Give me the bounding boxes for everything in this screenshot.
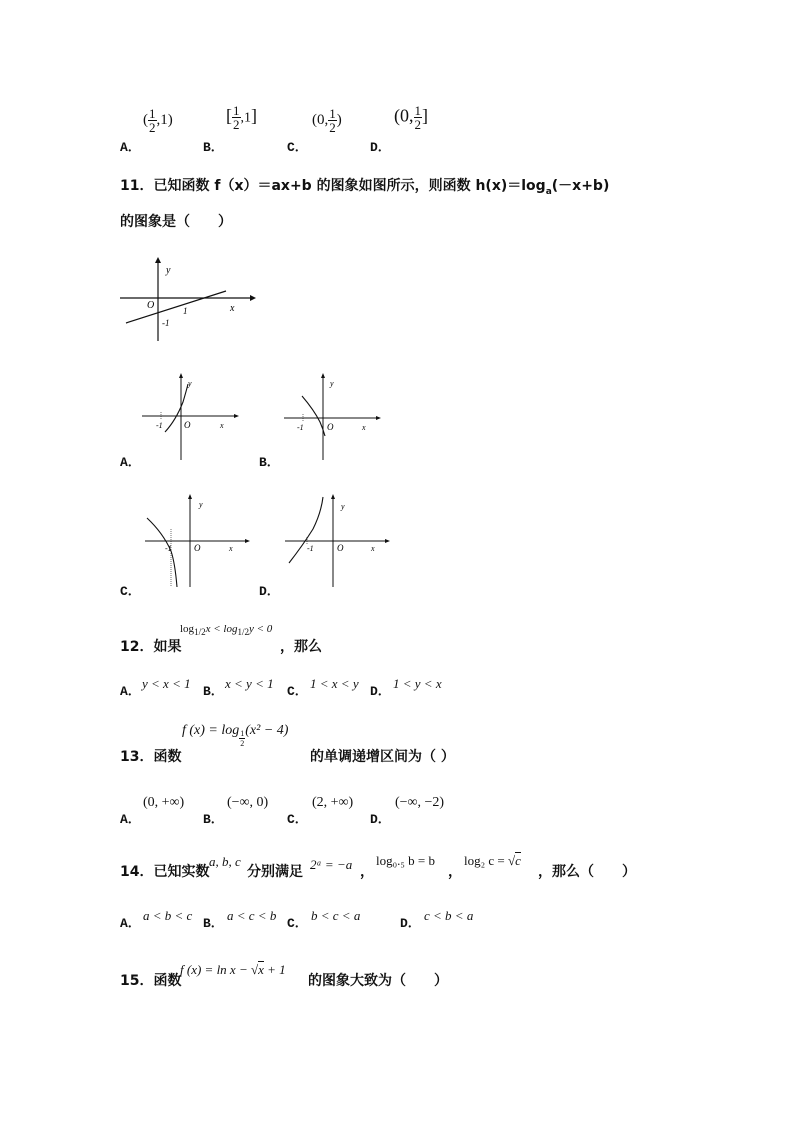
q13-option-c-label: C． [287, 812, 308, 827]
curve [302, 396, 325, 436]
q14-option-c-label: C． [287, 916, 308, 931]
q13-prefix: 13．函数 [120, 749, 182, 765]
q10-option-a-value: ( $\frac{1}{2}$ ,1) [143, 106, 173, 135]
q12-option-b-label: B． [203, 684, 224, 699]
q13-option-c-text: (2, +∞) [312, 795, 354, 810]
q13-option-d-label: D． [370, 812, 391, 827]
one-label: 1 [183, 306, 188, 316]
function-line [126, 291, 226, 323]
x-label: x [229, 544, 233, 553]
q12-option-a-text: y < x < 1 [142, 676, 191, 691]
q14-option-a-label: A． [120, 916, 141, 931]
q11-option-b-graph [282, 372, 382, 462]
q11-option-c-graph [143, 493, 253, 589]
q13-option-a-label: A． [120, 812, 141, 827]
q14-mid: 分别满足 [247, 864, 303, 880]
q10-option-b-label: B． [203, 140, 224, 155]
y-label: y [166, 265, 171, 276]
q12-prefix: 12．如果 [120, 639, 182, 655]
q14-option-d-text: c < b < a [424, 908, 474, 923]
q12-option-d-label: D． [370, 684, 391, 699]
q12-condition: $\log_{1/2}x < \log_{1/2}y < 0$ [180, 623, 273, 638]
q15-function: f (x) = ln x − √x + 1 [180, 962, 286, 977]
curve [289, 497, 323, 563]
y-axis-arrow [155, 257, 161, 263]
q10-option-c-value: (0, $\frac{1}{2}$ ) [312, 106, 342, 135]
q11-reference-graph [118, 255, 258, 345]
neg-one-label: -1 [297, 423, 304, 432]
q11-option-d-label: D． [259, 584, 280, 599]
q12-suffix: ，那么 [280, 639, 322, 655]
q13-option-d-text: (−∞, −2) [395, 795, 445, 810]
y-label: y [330, 379, 334, 388]
q11-stem-line2: 的图象是（ ） [120, 214, 232, 230]
origin-label: O [147, 300, 155, 311]
q11-option-a-label: A． [120, 455, 141, 470]
q13-option-a-text: (0, +∞) [143, 795, 185, 810]
q15-suffix: 的图象大致为（ ） [308, 973, 448, 989]
q14-vars: a, b, c [209, 854, 241, 869]
q13-suffix: 的单调递增区间为（ ） [310, 749, 455, 765]
q15-prefix: 15．函数 [120, 973, 182, 989]
q11-option-b-label: B． [259, 455, 280, 470]
y-label: y [199, 500, 203, 509]
q14-suffix: ，那么（ ） [538, 864, 636, 880]
q11-stem-line1: 11．已知函数 f（x）＝ax+b 的图象如图所示，则函数 $h(x)=\log_a(-x+b)$ [120, 178, 610, 197]
neg-one-label: -1 [307, 544, 314, 553]
q14-option-b-label: B． [203, 916, 224, 931]
q12-option-c-label: C． [287, 684, 308, 699]
q14-eq3: log₂ c = √c [464, 853, 521, 868]
x-axis-arrow [250, 295, 256, 301]
q14-comma-2: ， [448, 864, 462, 880]
q10-option-c-label: C． [287, 140, 308, 155]
q12-option-c-text: 1 < x < y [310, 676, 359, 691]
q11-option-c-label: C． [120, 584, 141, 599]
q10-option-d-label: D． [370, 140, 391, 155]
q13-option-b-label: B． [203, 812, 224, 827]
q14-eq2: log₀.₅ b = b [376, 853, 436, 868]
neg-one-label: -1 [165, 544, 172, 553]
curve [147, 518, 177, 587]
x-label: x [220, 421, 224, 430]
origin-label: O [184, 420, 191, 430]
q12-option-a-label: A． [120, 684, 141, 699]
q14-option-c-text: b < c < a [311, 908, 361, 923]
q14-option-d-label: D． [400, 916, 421, 931]
q11-option-d-graph [283, 493, 393, 589]
q10-option-a-label: A． [120, 140, 141, 155]
x-label: x [362, 423, 366, 432]
neg-one-label: -1 [156, 421, 163, 430]
q10-option-d-value: (0, $\frac{1}{2}$ ] [394, 103, 428, 132]
origin-label: O [327, 422, 334, 432]
q12-option-b-text: x < y < 1 [225, 676, 274, 691]
origin-label: O [337, 543, 344, 553]
y-label: y [188, 379, 192, 388]
q14-eq1: 2ᵃ = −a [310, 857, 353, 872]
q14-prefix: 14．已知实数 [120, 864, 210, 880]
q14-option-a-text: a < b < c [143, 908, 193, 923]
q13-function: f (x) = log $\frac{1}{2}$ (x² − 4) [182, 723, 289, 748]
q14-option-b-text: a < c < b [227, 908, 277, 923]
q11-option-a-graph [140, 372, 240, 462]
q13-option-b-text: (−∞, 0) [227, 795, 269, 810]
q14-comma-1: ， [360, 864, 374, 880]
q10-option-b-value: [ $\frac{1}{2}$ ,1] [226, 103, 257, 132]
x-label: x [230, 303, 235, 314]
x-label: x [371, 544, 375, 553]
neg-one-label: -1 [162, 318, 170, 328]
q12-option-d-text: 1 < y < x [393, 676, 442, 691]
y-label: y [341, 502, 345, 511]
origin-label: O [194, 543, 201, 553]
